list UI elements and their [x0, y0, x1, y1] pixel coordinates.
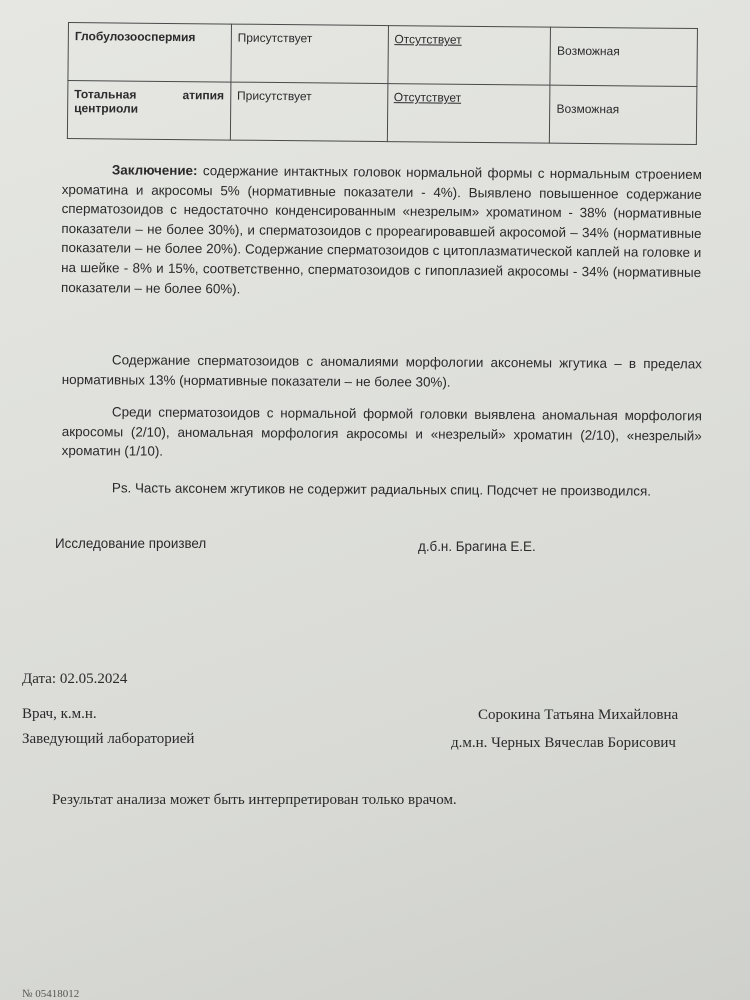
- cell-present: [231, 24, 388, 84]
- cell-absent: [387, 84, 550, 144]
- researcher-label: Исследование произвел: [55, 536, 207, 551]
- table-row: [67, 81, 697, 145]
- head-name: д.м.н. Черных Вячеслав Борисович: [451, 735, 676, 751]
- ps-text: Ps. Часть аксонем жгутиков не содержит радиальных спиц. Подсчет не производился.: [111, 480, 652, 499]
- row-name-line1: [74, 87, 224, 102]
- axoneme-text: Содержание сперматозоидов с аномалиями морфологии аксонемы жгутика – в пределах нормативных 13% (нормативные показатели – не более 30%).: [61, 352, 702, 390]
- axoneme-paragraph: [62, 350, 702, 394]
- cell-possible: [550, 85, 697, 144]
- researcher-name: д.б.н. Брагина Е.Е.: [418, 539, 536, 554]
- normal-head-text: Среди сперматозоидов с нормальной формой головки выявлена аномальная морфология акросомы (2/10), аномальная морфология акросомы и «незрелый» хроматин (2/10), «незрелый» хроматин (1/10).: [61, 404, 702, 459]
- disclaimer: Результат анализа может быть интерпретирован только врачом.: [52, 792, 457, 808]
- findings-table: [67, 22, 698, 145]
- cell-name: [67, 81, 230, 141]
- document-number: № 05418012: [22, 988, 80, 1000]
- row-name: Глобулозооспермия: [74, 29, 196, 45]
- table-row: [68, 23, 698, 87]
- report-date: Дата: 02.05.2024: [22, 671, 128, 687]
- conclusion-label: Заключение:: [111, 162, 198, 179]
- cell-present: [230, 82, 387, 142]
- doctor-label: Врач, к.м.н.: [22, 706, 97, 722]
- conclusion-text: содержание интактных головок нормальной формы с нормальным строением хроматина и акросомы 5% (нормативные показатели - 4%). Выявлено повышенное содержание сперматозоидов с недостаточно конденсированным «незрелым» хроматином - 38% (нормативные показатели – не более 30%), и сперматозоидов с прореагировавшей акросомой – 34% (нормативные показатели – не более 20%). Содержание сперматозоидов с цитоплазматической каплей на головке и на шейке - 8% и 15%, соответственно, сперматозоидов с гипоплазией акросомы - 34% (нормативные показатели – не более 60%).: [60, 163, 702, 296]
- cell-name: [68, 23, 231, 83]
- absent-text: Отсутствует: [394, 32, 462, 47]
- present-text: Присутствует: [237, 88, 312, 104]
- head-label: Заведующий лабораторией: [22, 731, 195, 747]
- row-name-right: атипия: [182, 88, 225, 103]
- present-text: Присутствует: [237, 30, 313, 46]
- conclusion-paragraph: [61, 160, 702, 302]
- cell-possible: [550, 27, 697, 86]
- row-name-line2: центриоли: [74, 101, 139, 116]
- ps-paragraph: [62, 478, 702, 502]
- doctor-name: Сорокина Татьяна Михайловна: [478, 707, 679, 723]
- row-name-left: Тотальная: [74, 87, 137, 102]
- possible-text: Возможная: [556, 101, 620, 117]
- absent-text: Отсутствует: [393, 90, 462, 105]
- cell-absent: [387, 26, 550, 86]
- possible-text: Возможная: [557, 43, 620, 59]
- normal-head-paragraph: [62, 402, 702, 465]
